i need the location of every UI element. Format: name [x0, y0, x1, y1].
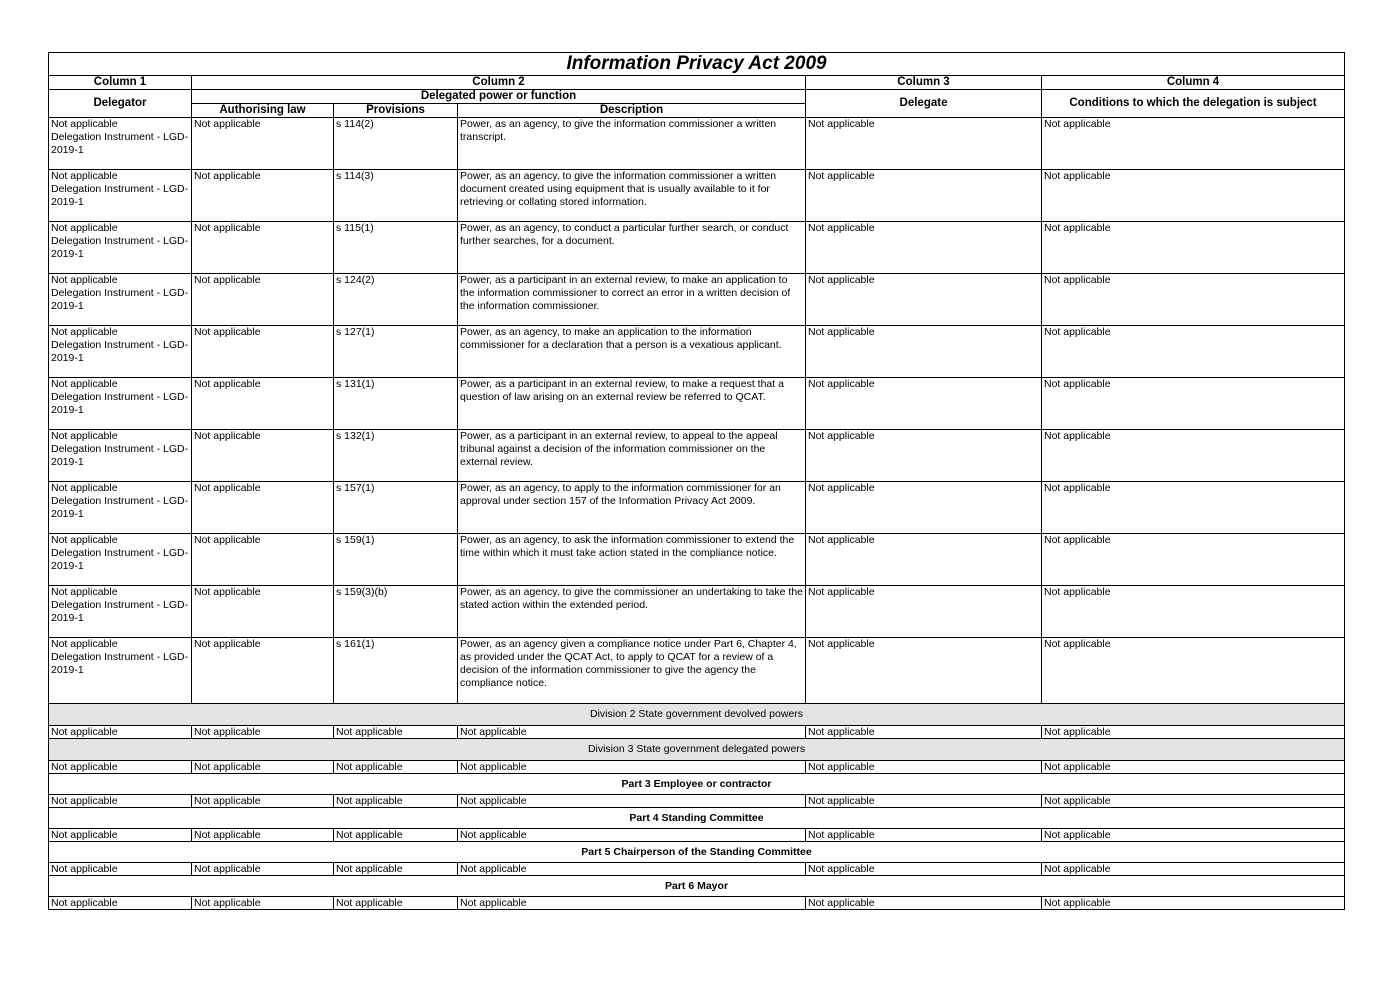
- column3-header: Column 3: [806, 76, 1042, 90]
- section-heading: Division 2 State government devolved powers: [49, 704, 1345, 726]
- section-row: [49, 795, 1345, 808]
- conditions-cell: Not applicable: [1042, 829, 1345, 842]
- delegate-cell: Not applicable: [806, 726, 1042, 739]
- provision-cell: s 115(1): [334, 222, 458, 274]
- provision-cell: Not applicable: [334, 829, 458, 842]
- conditions-cell: Not applicable: [1042, 170, 1345, 222]
- delegate-cell: Not applicable: [806, 378, 1042, 430]
- description-cell: Power, as an agency, to make an application to the information commissioner for a declaration that a person is a vexatious applicant.: [458, 326, 806, 378]
- delegator-cell: Not applicable Delegation Instrument - LGD-2019-1: [49, 430, 192, 482]
- column-number-row: [49, 76, 1345, 90]
- authorising-law-cell: Not applicable: [192, 795, 334, 808]
- delegator-cell: Not applicable Delegation Instrument - LGD-2019-1: [49, 222, 192, 274]
- provision-cell: s 161(1): [334, 638, 458, 704]
- authorising-law-cell: Not applicable: [192, 638, 334, 704]
- delegator-cell: Not applicable Delegation Instrument - LGD-2019-1: [49, 586, 192, 638]
- description-cell: Power, as an agency given a compliance notice under Part 6, Chapter 4, as provided under the QCAT Act, to apply to QCAT for a review of a decision of the information commissioner to give the agency the compliance notice.: [458, 638, 806, 704]
- table-row: [49, 326, 1345, 378]
- authorising-law-cell: Not applicable: [192, 222, 334, 274]
- section-heading: Division 3 State government delegated powers: [49, 739, 1345, 761]
- delegator-cell: Not applicable Delegation Instrument - LGD-2019-1: [49, 534, 192, 586]
- provisions-header: Provisions: [334, 104, 458, 118]
- authorising-law-cell: Not applicable: [192, 586, 334, 638]
- description-cell: Not applicable: [458, 897, 806, 910]
- conditions-cell: Not applicable: [1042, 118, 1345, 170]
- section-heading: Part 3 Employee or contractor: [49, 774, 1345, 795]
- provision-cell: s 114(3): [334, 170, 458, 222]
- section-row: [49, 761, 1345, 774]
- conditions-cell: Not applicable: [1042, 482, 1345, 534]
- table-row: [49, 274, 1345, 326]
- delegator-cell: Not applicable: [49, 863, 192, 876]
- provision-cell: Not applicable: [334, 761, 458, 774]
- provision-cell: Not applicable: [334, 726, 458, 739]
- section-heading-row: [49, 774, 1345, 795]
- provision-cell: s 131(1): [334, 378, 458, 430]
- conditions-cell: Not applicable: [1042, 897, 1345, 910]
- description-cell: Power, as an agency, to ask the information commissioner to extend the time within which it must take action stated in the compliance notice.: [458, 534, 806, 586]
- delegation-table: [48, 52, 1345, 910]
- authorising-law-cell: Not applicable: [192, 897, 334, 910]
- provision-cell: s 159(3)(b): [334, 586, 458, 638]
- table-row: [49, 638, 1345, 704]
- authorising-law-header: Authorising law: [192, 104, 334, 118]
- conditions-header: Conditions to which the delegation is subject: [1042, 90, 1345, 118]
- description-cell: Not applicable: [458, 863, 806, 876]
- section-row: [49, 829, 1345, 842]
- authorising-law-cell: Not applicable: [192, 430, 334, 482]
- delegator-cell: Not applicable Delegation Instrument - LGD-2019-1: [49, 118, 192, 170]
- conditions-cell: Not applicable: [1042, 378, 1345, 430]
- description-cell: Not applicable: [458, 829, 806, 842]
- delegate-header: Delegate: [806, 90, 1042, 118]
- column4-header: Column 4: [1042, 76, 1345, 90]
- provision-cell: s 132(1): [334, 430, 458, 482]
- delegate-cell: Not applicable: [806, 222, 1042, 274]
- header-row-1: [49, 90, 1345, 104]
- authorising-law-cell: Not applicable: [192, 378, 334, 430]
- authorising-law-cell: Not applicable: [192, 118, 334, 170]
- description-cell: Power, as an agency, to give the information commissioner a written document created using equipment that is usually available to it for retrieving or collating stored information.: [458, 170, 806, 222]
- conditions-cell: Not applicable: [1042, 761, 1345, 774]
- authorising-law-cell: Not applicable: [192, 482, 334, 534]
- conditions-cell: Not applicable: [1042, 863, 1345, 876]
- section-heading-row: [49, 876, 1345, 897]
- conditions-cell: Not applicable: [1042, 430, 1345, 482]
- provision-cell: Not applicable: [334, 897, 458, 910]
- delegator-cell: Not applicable Delegation Instrument - LGD-2019-1: [49, 638, 192, 704]
- column1-header: Column 1: [49, 76, 192, 90]
- delegator-cell: Not applicable: [49, 829, 192, 842]
- delegator-cell: Not applicable Delegation Instrument - LGD-2019-1: [49, 326, 192, 378]
- description-cell: Not applicable: [458, 726, 806, 739]
- section-heading: Part 5 Chairperson of the Standing Committee: [49, 842, 1345, 863]
- table-row: [49, 534, 1345, 586]
- title-row: [49, 53, 1345, 76]
- table-row: [49, 222, 1345, 274]
- description-cell: Not applicable: [458, 795, 806, 808]
- provision-cell: s 127(1): [334, 326, 458, 378]
- delegator-cell: Not applicable Delegation Instrument - LGD-2019-1: [49, 274, 192, 326]
- authorising-law-cell: Not applicable: [192, 863, 334, 876]
- provision-cell: Not applicable: [334, 795, 458, 808]
- section-heading-row: [49, 704, 1345, 726]
- delegate-cell: Not applicable: [806, 795, 1042, 808]
- table-title: Information Privacy Act 2009: [49, 53, 1345, 76]
- delegate-cell: Not applicable: [806, 829, 1042, 842]
- delegate-cell: Not applicable: [806, 761, 1042, 774]
- delegate-cell: Not applicable: [806, 897, 1042, 910]
- column2-header: Column 2: [192, 76, 806, 90]
- description-cell: Power, as a participant in an external review, to make an application to the information commissioner to correct an error in a written decision of the information commissioner.: [458, 274, 806, 326]
- provision-cell: s 124(2): [334, 274, 458, 326]
- delegator-cell: Not applicable Delegation Instrument - LGD-2019-1: [49, 378, 192, 430]
- delegated-power-header: Delegated power or function: [192, 90, 806, 104]
- delegator-cell: Not applicable: [49, 726, 192, 739]
- delegator-cell: Not applicable: [49, 897, 192, 910]
- delegator-header: Delegator: [49, 90, 192, 118]
- delegate-cell: Not applicable: [806, 482, 1042, 534]
- authorising-law-cell: Not applicable: [192, 726, 334, 739]
- delegate-cell: Not applicable: [806, 863, 1042, 876]
- delegator-cell: Not applicable: [49, 795, 192, 808]
- provision-cell: Not applicable: [334, 863, 458, 876]
- authorising-law-cell: Not applicable: [192, 274, 334, 326]
- table-row: [49, 586, 1345, 638]
- table-row: [49, 170, 1345, 222]
- description-cell: Power, as a participant in an external review, to appeal to the appeal tribunal against a decision of the information commissioner on the external review.: [458, 430, 806, 482]
- delegate-cell: Not applicable: [806, 586, 1042, 638]
- authorising-law-cell: Not applicable: [192, 761, 334, 774]
- section-heading: Part 6 Mayor: [49, 876, 1345, 897]
- authorising-law-cell: Not applicable: [192, 534, 334, 586]
- table-row: [49, 378, 1345, 430]
- table-row: [49, 118, 1345, 170]
- delegator-cell: Not applicable Delegation Instrument - LGD-2019-1: [49, 170, 192, 222]
- conditions-cell: Not applicable: [1042, 795, 1345, 808]
- provision-cell: s 159(1): [334, 534, 458, 586]
- conditions-cell: Not applicable: [1042, 586, 1345, 638]
- conditions-cell: Not applicable: [1042, 326, 1345, 378]
- section-row: [49, 897, 1345, 910]
- conditions-cell: Not applicable: [1042, 274, 1345, 326]
- table-row: [49, 430, 1345, 482]
- delegate-cell: Not applicable: [806, 170, 1042, 222]
- provision-cell: s 114(2): [334, 118, 458, 170]
- description-cell: Not applicable: [458, 761, 806, 774]
- conditions-cell: Not applicable: [1042, 222, 1345, 274]
- delegate-cell: Not applicable: [806, 274, 1042, 326]
- description-cell: Power, as a participant in an external review, to make a request that a question of law arising on an external review be referred to QCAT.: [458, 378, 806, 430]
- provision-cell: s 157(1): [334, 482, 458, 534]
- section-heading-row: [49, 842, 1345, 863]
- delegate-cell: Not applicable: [806, 118, 1042, 170]
- authorising-law-cell: Not applicable: [192, 326, 334, 378]
- authorising-law-cell: Not applicable: [192, 170, 334, 222]
- section-row: [49, 726, 1345, 739]
- section-heading: Part 4 Standing Committee: [49, 808, 1345, 829]
- section-heading-row: [49, 808, 1345, 829]
- conditions-cell: Not applicable: [1042, 726, 1345, 739]
- conditions-cell: Not applicable: [1042, 534, 1345, 586]
- description-header: Description: [458, 104, 806, 118]
- description-cell: Power, as an agency, to conduct a particular further search, or conduct further searches, for a document.: [458, 222, 806, 274]
- authorising-law-cell: Not applicable: [192, 829, 334, 842]
- delegate-cell: Not applicable: [806, 430, 1042, 482]
- delegator-cell: Not applicable: [49, 761, 192, 774]
- delegator-cell: Not applicable Delegation Instrument - LGD-2019-1: [49, 482, 192, 534]
- description-cell: Power, as an agency, to give the commissioner an undertaking to take the stated action within the extended period.: [458, 586, 806, 638]
- delegate-cell: Not applicable: [806, 638, 1042, 704]
- section-row: [49, 863, 1345, 876]
- section-heading-row: [49, 739, 1345, 761]
- conditions-cell: Not applicable: [1042, 638, 1345, 704]
- delegate-cell: Not applicable: [806, 326, 1042, 378]
- description-cell: Power, as an agency, to apply to the information commissioner for an approval under section 157 of the Information Privacy Act 2009.: [458, 482, 806, 534]
- table-row: [49, 482, 1345, 534]
- delegate-cell: Not applicable: [806, 534, 1042, 586]
- description-cell: Power, as an agency, to give the information commissioner a written transcript.: [458, 118, 806, 170]
